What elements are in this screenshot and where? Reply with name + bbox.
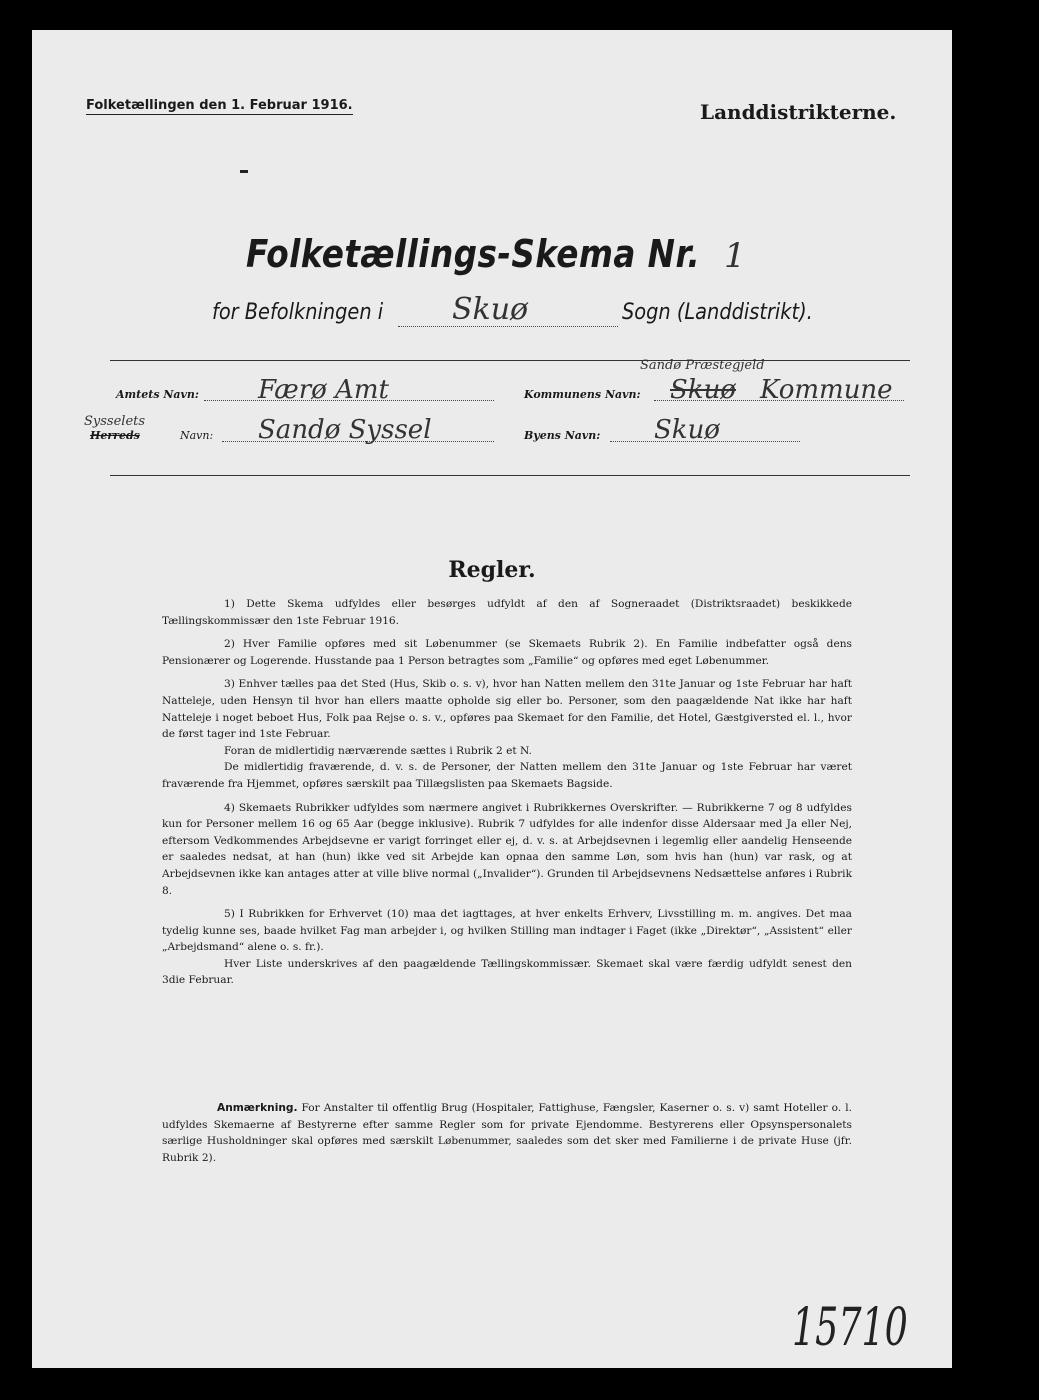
parish-value: Skuø [452, 292, 529, 327]
sysel-value: Sandø Syssel [258, 415, 432, 445]
rule-1: 1) Dette Skema udfyldes eller besørges udfyldt af den af Sogneraadet (Distriktsraadet) beskikkede Tællingskommissær den 1ste Februar 1916. [162, 598, 852, 627]
rule-3b: Foran de midlertidig nærværende sættes i Rubrik 2 et N. [224, 744, 532, 757]
rule-2: 2) Hver Familie opføres med sit Løbenummer (se Skemaets Rubrik 2). En Familie indbefatter også dens Pensionærer og Logerende. Husstande paa 1 Person betragtes som „Familie“ og opføres med eget Løbenummer. [162, 638, 852, 667]
parish-line-prefix: for Befolkningen i [212, 300, 384, 325]
form-title: Folketællings-Skema Nr. [246, 232, 701, 276]
amt-label: Amtets Navn: [116, 388, 199, 401]
stray-mark [240, 170, 248, 173]
amt-value: Færø Amt [258, 375, 389, 405]
form-number: 1 [724, 236, 746, 276]
folio-number: 15710 [792, 1298, 908, 1358]
rule-3: 3) Enhver tælles paa det Sted (Hus, Skib o. s. v), hvor han Natten mellem den 31te Januar og 1ste Februar har haft Natteleje, uden Hensyn til hvor han ellers maatte opholde sig eller bo. Personer, som den paagældende Nat ikke har haft Natteleje i noget beboet Hus, Folk paa Rejse o. s. v., opføres paa Skemaet for den Familie, det Hotel, Gæstgiversted el. l., hvor de først tager ind 1ste Februar. [162, 678, 852, 741]
kommune-struck-value: Skuø [670, 375, 736, 405]
district-type-header: Landdistrikterne. [700, 100, 897, 124]
kommune-above-text: Sandø Præstegjeld [640, 358, 765, 373]
rule-4: 4) Skemaets Rubrikker udfyldes som nærmere angivet i Rubrikkernes Overskrifter. — Rubrikkerne 7 og 8 udfyldes kun for Personer mellem 16 og 65 Aar (begge inklusive). Rubrik 7 udfyldes for alle indenfor disse Aldersaar med Ja eller Nej, eftersom Vedkommendes Arbejdsevne er varigt forringet eller ej, d. v. s. at Arbejdsevnen i legemlig eller aandelig Henseende er saaledes nedsat, at han (hun) ikke ved sit Arbejde kan opnaa den samme Løn, som hvis han (hun) var rask, og at Arbejdsevnen ikke kan antages atter at ville blive normal („Invalider“). Grunden til Arbejdsevnens Nedsættelse anføres i Rubrik 8. [162, 801, 852, 897]
parish-line-suffix: Sogn (Landdistrikt). [622, 300, 813, 325]
remark-label: Anmærkning. [217, 1102, 298, 1114]
rule-3c: De midlertidig fraværende, d. v. s. de Personer, der Natten mellem den 31te Januar og 1ste Februar har været fraværende fra Hjemmet, opføres særskilt paa Tillægslisten paa Skemaets Bagside. [162, 761, 852, 790]
rule-6: Hver Liste underskrives af den paagældende Tællingskommissær. Skemaet skal være færdig udfyldt senest den 3die Februar. [162, 957, 852, 987]
remark-paragraph [162, 1100, 852, 1166]
kommune-label: Kommunens Navn: [524, 388, 641, 401]
sysel-handwritten: Sysselets [84, 414, 146, 429]
bottom-rule [110, 475, 910, 476]
rules-heading: Regler. [448, 557, 536, 583]
remark-text: For Anstalter til offentlig Brug (Hospitaler, Fattighuse, Fængsler, Kaserner o. s. v) samt Hoteller o. l. udfyldes Skemaerne af Bestyrerne efter samme Regler som for private Ejendomme. Bestyrerens eller Opsynspersonalets særlige Husholdninger skal opføres med særskilt Løbenummer, saaledes som det sker med Familierne i de private Huse (jfr. Rubrik 2). [162, 1102, 852, 1164]
rules-body [162, 596, 852, 989]
census-form-page [32, 30, 952, 1368]
census-date-header: Folketællingen den 1. Februar 1916. [86, 98, 353, 113]
top-rule [110, 360, 910, 361]
rule-5: 5) I Rubrikken for Erhvervet (10) maa det iagttages, at hver enkelts Erhverv, Livsstilling m. m. angives. Det maa tydelig kunne ses, baade hvilket Fag man arbejder i, og hvilken Stilling man indtager i Faget (ikke „Direktør“, „Assistent“ eller „Arbejdsmand“ alene o. s. fr.). [162, 908, 852, 954]
by-label: Byens Navn: [524, 429, 601, 442]
herred-struck-label: Herreds [90, 429, 140, 442]
by-value: Skuø [654, 415, 720, 445]
kommune-value: Kommune [760, 375, 893, 405]
sysel-label: Navn: [180, 429, 214, 442]
